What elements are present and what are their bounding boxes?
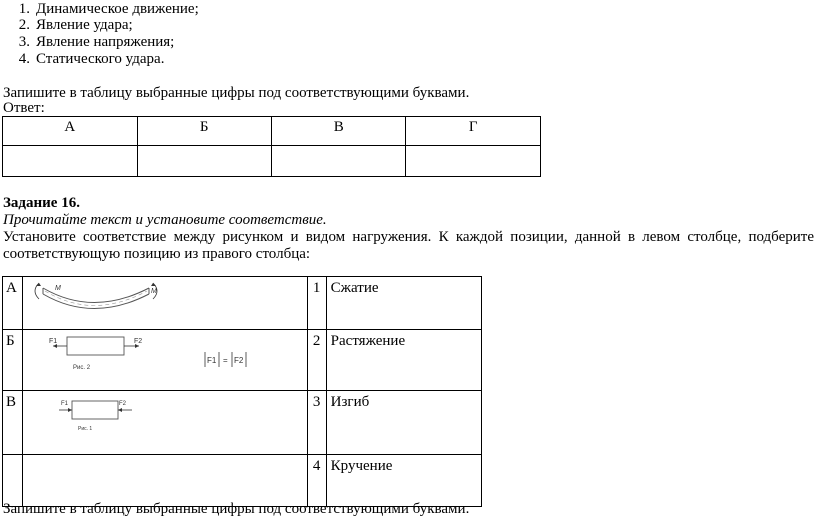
moment-label: M — [55, 285, 61, 292]
answer-table — [2, 116, 541, 177]
option-text: Сжатие — [326, 277, 481, 330]
answer-cell[interactable] — [137, 146, 271, 177]
task-subtitle: Прочитайте текст и установите соответствие. — [3, 212, 327, 228]
list-item: 2. Явление удара; — [18, 17, 133, 33]
answer-header: Г — [406, 117, 541, 146]
figure-caption: Рис. 2 — [73, 365, 91, 371]
list-item: 1. Динамическое движение; — [18, 1, 199, 17]
option-number: 1 — [307, 277, 326, 330]
force-label: F1 — [49, 338, 58, 345]
option-text: Изгиб — [326, 391, 481, 455]
table-row — [3, 455, 482, 507]
list-item: 4. Статического удара. — [18, 51, 165, 67]
row-letter — [3, 455, 23, 507]
option-text: Растяжение — [326, 330, 481, 391]
task-body-line: Установите соответствие между рисунком и видом нагружения. К каждой позиции, данной в левом столбце, подберите — [3, 229, 814, 245]
instruction-text: Запишите в таблицу выбранные цифры под соответствующими буквами. — [3, 501, 470, 517]
table-row — [3, 330, 482, 391]
matching-table — [2, 276, 482, 507]
answer-header: Б — [137, 117, 271, 146]
force-label: F1 — [61, 401, 69, 407]
equation-sign: = — [223, 356, 228, 365]
table-row — [3, 391, 482, 455]
option-text: Кручение — [326, 455, 481, 507]
answer-cell[interactable] — [406, 146, 541, 177]
option-number: 3 — [307, 391, 326, 455]
task-body-line: соответствующую позицию из правого столбца: — [3, 246, 311, 262]
figure-empty — [23, 455, 308, 507]
list-item: 3. Явление напряжения; — [18, 34, 175, 50]
moment-label: M — [151, 288, 157, 295]
figure-caption: Рис. 1 — [78, 426, 93, 432]
instruction-text: Запишите в таблицу выбранные цифры под соответствующими буквами. — [3, 85, 470, 101]
bending-beam-figure — [23, 277, 306, 324]
equation-term: F1 — [207, 356, 217, 365]
tension-bar-figure — [23, 330, 306, 385]
row-letter: А — [3, 277, 23, 330]
force-label: F2 — [119, 401, 127, 407]
figure-compression — [23, 391, 308, 455]
answer-cell[interactable] — [271, 146, 406, 177]
answer-header: А — [3, 117, 138, 146]
answer-label: Ответ: — [3, 100, 45, 116]
table-row — [3, 277, 482, 330]
figure-tension — [23, 330, 308, 391]
answer-header: В — [271, 117, 406, 146]
force-label: F2 — [134, 338, 143, 345]
row-letter: В — [3, 391, 23, 455]
answer-cell[interactable] — [3, 146, 138, 177]
equation-term: F2 — [234, 356, 244, 365]
option-number: 4 — [307, 455, 326, 507]
option-number: 2 — [307, 330, 326, 391]
row-letter: Б — [3, 330, 23, 391]
task-title: Задание 16. — [3, 195, 80, 211]
figure-bending — [23, 277, 308, 330]
compression-bar-figure — [23, 391, 306, 449]
